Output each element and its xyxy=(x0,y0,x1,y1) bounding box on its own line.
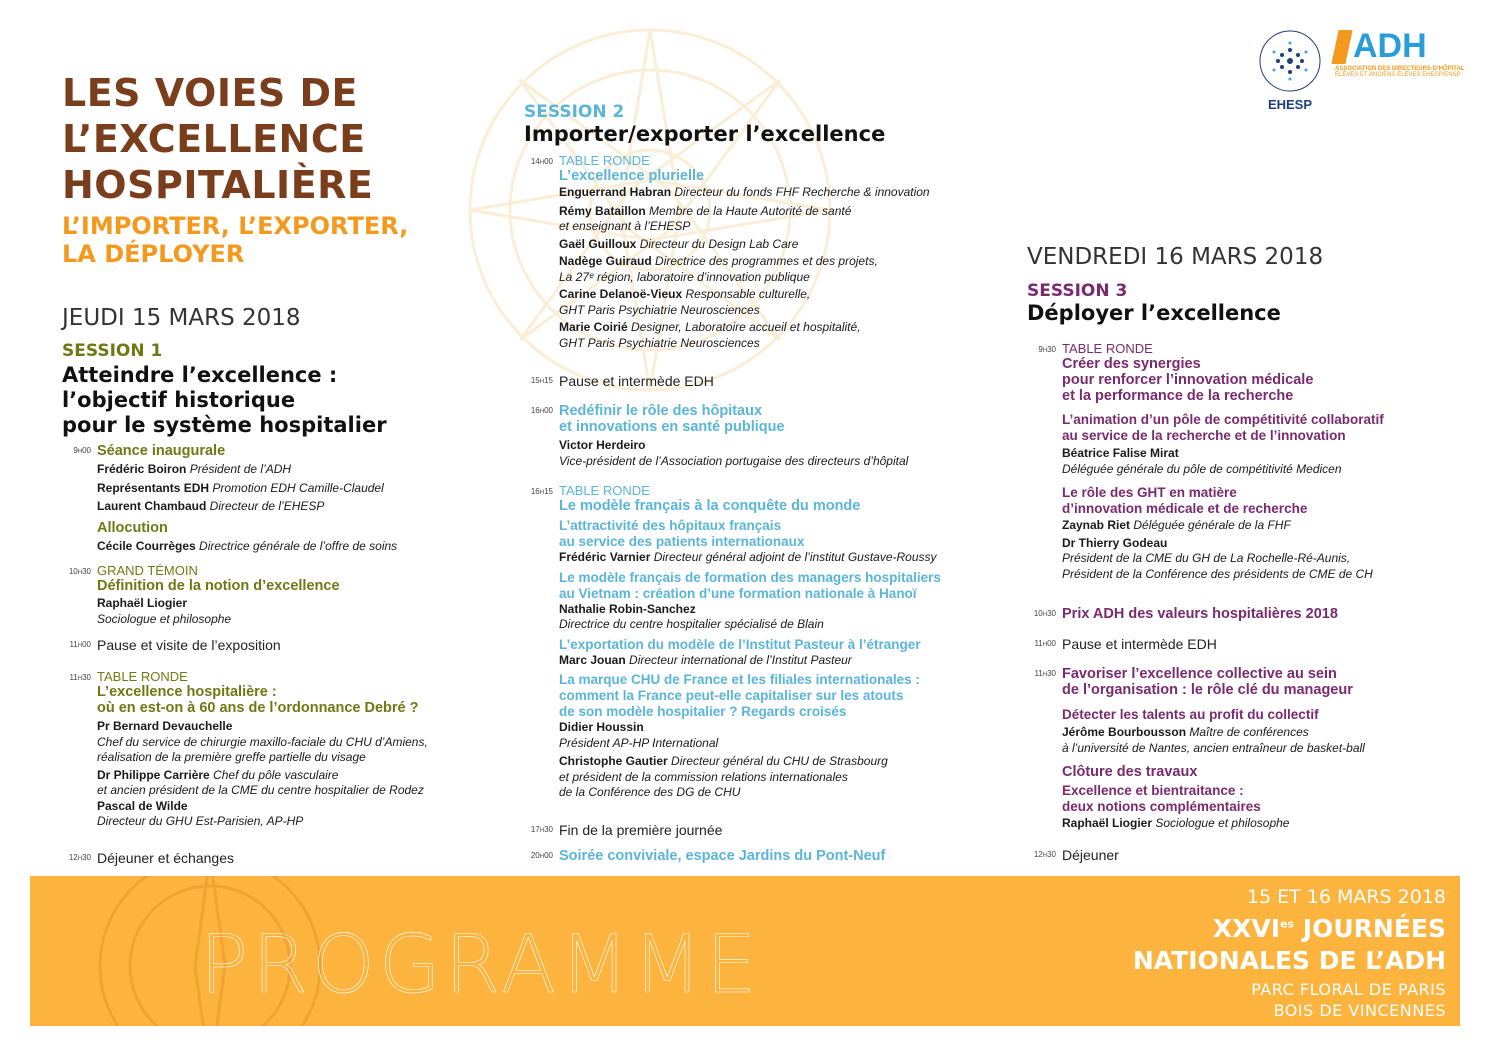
agenda-item-pause-edh-2: 11h00 Pause et intermède EDH xyxy=(1034,636,1217,652)
session-2-title: Importer/exporter l’excellence xyxy=(524,122,886,146)
agenda-item-table-ronde-1: 11h30 TABLE RONDE L’excellence hospitalière : où en est-on à 60 ans de l’ordonnance Debré ? Pr Bernard Devauchelle Chef du service de chirurgie maxillo-faciale du CHU d’Amiens, réalisation de la première greffe partielle du visage Dr Philippe Carrière Chef du pôle vasculaire et ancien président de la CME du centre hospitalier de Rodez Pascal de Wilde Directeur du GHU Est-Parisien, AP-HP xyxy=(69,669,428,828)
page-title: LES VOIES DE L’EXCELLENCE HOSPITALIÈRE xyxy=(62,71,374,207)
ehesp-emblem-icon xyxy=(1252,28,1328,94)
agenda-item-prix-adh: 10h30 Prix ADH des valeurs hospitalières 2018 xyxy=(1033,606,1338,622)
agenda-item-lunch: 12h30 Déjeuner et échanges xyxy=(68,850,234,866)
session-3-label: SESSION 3 xyxy=(1027,281,1128,301)
agenda-item-grand-temoin: 10h30 GRAND TÉMOIN Définition de la notion d’excellence Raphaël Liogier Sociologue et philosophe xyxy=(68,563,340,626)
agenda-item-pause: 11h00 Pause et visite de l’exposition xyxy=(69,637,281,653)
banner-dates: 15 ET 16 MARS 2018 xyxy=(1246,886,1446,908)
agenda-item-pause-edh: 15h15 Pause et intermède EDH xyxy=(530,373,714,389)
agenda-item-favoriser: 11h30 Favoriser l’excellence collective au sein de l’organisation : le rôle clé du manageur Détecter les talents au profit du collectif Jérôme Bourbousson Maître de conférences à l’université de Nantes, ancien entraîneur de basket-ball Clôture des travaux Excellence et bientraitance : deux notions complémentaires Raphaël Liogier Sociologue et philosophe xyxy=(1034,666,1365,830)
programme-heading: PROGRAMME xyxy=(200,918,761,1011)
adh-logo: ADH ASSOCIATION DES DIRECTEURS D’HÔPITAL ÉLÈVES ET ANCIENS ÉLÈVES EHESP/ENSP xyxy=(1335,28,1465,98)
session-3-title: Déployer l’excellence xyxy=(1027,301,1281,325)
banner-venue-2: BOIS DE VINCENNES xyxy=(1273,1001,1446,1020)
day-friday: VENDREDI 16 MARS 2018 xyxy=(1027,244,1324,270)
banner-venue-1: PARC FLORAL DE PARIS xyxy=(1251,980,1446,999)
adh-mark-icon xyxy=(1331,30,1352,64)
agenda-item-synergies: 9h30 TABLE RONDE Créer des synergies pour renforcer l’innovation médicale et la performance de la recherche L’animation d’un pôle de compétitivité collaboratif au service de la recherche et de l’innovation Béatrice Falise Mirat Déléguée générale du pôle de compétitivité Medicen Le rôle des GHT en matière d’innovation médicale et de recherche Zaynab Riet Déléguée générale de la FHF Dr Thierry Godeau Président de la CME du GH de La Rochelle-Ré-Aunis, Président de la Conférence des présidents de CME de CH xyxy=(1038,341,1384,581)
agenda-item-soiree: 20h00 Soirée conviviale, espace Jardins du Pont-Neuf xyxy=(530,848,886,864)
ehesp-logo: EHESP xyxy=(1252,28,1328,108)
agenda-item-dejeuner: 12h30 Déjeuner xyxy=(1033,847,1119,863)
banner-edition: $XXVI^{es}$ JOURNÉES xyxy=(1212,914,1446,943)
banner-event-name: NATIONALES DE L’ADH xyxy=(1132,946,1446,975)
session-1-title: Atteindre l’excellence : l’objectif historique pour le système hospitalier xyxy=(62,363,387,437)
session-2-label: SESSION 2 xyxy=(524,102,625,122)
agenda-item-modele-francais: 16h15 TABLE RONDE Le modèle français à la conquête du monde L’attractivité des hôpitaux français au service des patients internationaux Frédéric Varnier Directeur général adjoint de l’institut Gustave-Roussy Le modèle français de formation des managers hospitaliers au Vietnam : création d’une formation nationale à Hanoï Nathalie Robin-Sanchez Directrice du centre hospitalier spécialisé de Blain L’exportation du modèle de l’Institut Pasteur à l’étranger Marc Jouan Directeur international de l’Institut Pasteur La marque CHU de France et les filiales internationales : comment la France peut-elle capitaliser sur les atouts de son modèle hospitalier ? Regards croisés Didier Houssin Président AP-HP International Christophe Gautier Directeur général du CHU de Strasbourg et président de la commission relations internationales de la Conférence des DG de CHU xyxy=(530,483,941,799)
page-subtitle: L’IMPORTER, L’EXPORTER, LA DÉPLOYER xyxy=(62,212,409,268)
session-1-label: SESSION 1 xyxy=(62,341,163,361)
agenda-item-opening: 9h00 Séance inaugurale Frédéric Boiron Président de l’ADH Représentants EDH Promotion EDH Camille-Claudel Laurent Chambaud Directeur de l’EHESP Allocution Cécile Courrèges Directrice générale de l’offre de soins xyxy=(73,443,398,553)
day-thursday: JEUDI 15 MARS 2018 xyxy=(62,305,301,331)
agenda-item-excellence-plurielle: 14h00 TABLE RONDE L’excellence plurielle Enguerrand Habran Directeur du fonds FHF Recherche & innovation Rémy Bataillon Membre de la Haute Autorité de santé et enseignant à l’EHESP Gaël Guilloux Directeur du Design Lab Care Nadège Guiraud Directrice des programmes et des projets, La 27ᵉ région, laboratoire d’innovation publique Carine Delanoë-Vieux Responsable culturelle, GHT Paris Psychiatrie Neurosciences Marie Coirié Designer, Laboratoire accueil et hospitalité, GHT Paris Psychiatrie Neurosciences xyxy=(530,153,930,350)
agenda-item-redefinir: 16h00 Redéfinir le rôle des hôpitaux et innovations en santé publique Victor Herdeiro Vice-président de l’Association portugaise des directeurs d’hôpital xyxy=(530,403,909,468)
agenda-item-fin-journee: 17h30 Fin de la première journée xyxy=(530,822,723,838)
